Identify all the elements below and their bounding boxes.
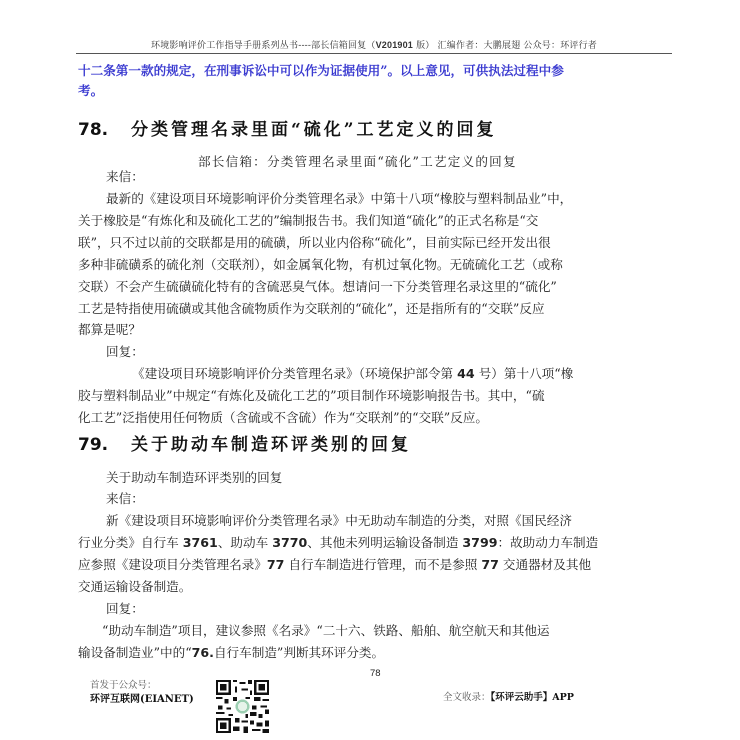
text-segment: 、助动车 — [217, 535, 273, 550]
text-segment-number: 77 — [481, 557, 499, 572]
paragraph-line: 胶与塑料制品业”中规定“有炼化及硫化工艺的”项目制作环境影响报告书。其中，“硫 — [78, 388, 545, 403]
text-segment-number: 3770 — [272, 535, 308, 550]
text-segment: 《建设项目环境影响评价分类管理名录》（环境保护部令第 — [132, 366, 458, 381]
section-number: 78. — [78, 120, 109, 140]
section-number: 79. — [78, 435, 109, 455]
page-number: 78 — [370, 668, 381, 679]
paragraph-line: 交通运输设备制造。 — [78, 579, 192, 594]
reply-label: 回复： — [106, 344, 144, 359]
paragraph-line: 联”，只不过以前的交联都是用的硫磺，所以业内俗称“硫化”，目前实际已经开发出很 — [78, 235, 551, 250]
paragraph-line: “助动车制造”项目，建议参照《名录》“二十六、铁路、船舶、航空航天和其他运 — [102, 623, 550, 638]
paragraph-line — [78, 555, 678, 575]
reply-label: 回复： — [106, 601, 144, 616]
paragraph-line: 工艺是特指使用硫磺或其他含硫物质作为交联剂的“硫化”，还是指所有的“交联”反应 — [78, 301, 545, 316]
text-segment-number: 3799 — [462, 535, 498, 550]
paragraph-line: 最新的《建设项目环境影响评价分类管理名录》中第十八项“橡胶与塑料制品业”中， — [106, 191, 573, 206]
letter-label: 来信： — [106, 169, 144, 184]
text-segment: 自行车制造”判断其环评分类。 — [213, 645, 385, 660]
header-version: V201901 — [375, 40, 414, 50]
paragraph-line — [78, 643, 678, 663]
qr-code-icon — [216, 680, 269, 733]
section-heading-79 — [78, 430, 411, 455]
section-title: 关于助动车制造环评类别的回复 — [131, 435, 411, 455]
section-title: 分类管理名录里面“硫化”工艺定义的回复 — [131, 120, 497, 140]
section-subtitle: 部长信箱：分类管理名录里面“硫化”工艺定义的回复 — [198, 154, 517, 169]
section-heading-78 — [78, 115, 497, 140]
text-segment: ：故助动力车制造 — [497, 535, 599, 550]
paragraph-line: 化工艺”泛指使用任何物质（含硫或不含硫）作为“交联剂”的“交联”反应。 — [78, 410, 489, 425]
paragraph-line: 交联）不会产生硫磺硫化特有的含硫恶臭气体。想请问一下分类管理名录这里的“硫化” — [78, 279, 557, 294]
text-segment: 自行车制造进行管理，而不是参照 — [284, 557, 482, 572]
text-segment-number: 77 — [266, 557, 285, 572]
header-rule — [76, 53, 672, 54]
running-header — [76, 38, 672, 51]
paragraph-line: 新《建设项目环境影响评价分类管理名录》中无助动车制造的分类，对照《国民经济 — [106, 513, 572, 528]
paragraph-line: 多种非硫磺系的硫化剂（交联剂），如金属氧化物，有机过氧化物。无硫硫化工艺（或称 — [78, 257, 563, 272]
text-segment: 应参照《建设项目分类管理名录》 — [78, 557, 267, 572]
text-segment: 号）第十八项“橡 — [474, 366, 574, 381]
collection-label: 全文收录： — [443, 692, 491, 703]
app-name: 【环评云助手】APP — [490, 692, 574, 703]
header-text: 环境影响评价工作指导手册系列丛书----部长信箱回复（ — [151, 41, 376, 51]
letter-label: 来信： — [106, 491, 144, 506]
collection-note — [443, 689, 574, 703]
text-segment-number: 44 — [457, 366, 475, 381]
first-published-label: 首发于公众号： — [90, 680, 157, 691]
section-subtitle: 关于助动车制造环评类别的回复 — [106, 470, 283, 485]
text-segment: 、其他未列明运输设备制造 — [307, 535, 463, 550]
continuation-line: 考。 — [78, 83, 104, 98]
paragraph-line: 关于橡胶是“有炼化和及硫化工艺的”编制报告书。我们知道“硫化”的正式名称是“交 — [78, 213, 539, 228]
paragraph-line — [132, 364, 732, 384]
header-text-after: 版） 汇编作者：大鹏展翅 公众号：环评行者 — [413, 41, 597, 51]
text-segment-number: 3761 — [182, 535, 218, 550]
text-segment-number: 76. — [191, 645, 214, 660]
text-segment: 行业分类》自行车 — [78, 535, 183, 550]
text-segment: 输设备制造业”中的“ — [78, 645, 192, 660]
paragraph-line: 都算是呢？ — [78, 322, 141, 337]
paragraph-line — [78, 533, 678, 553]
text-segment: 交通器材及其他 — [498, 557, 592, 572]
continuation-line: 十二条第一款的规定，在刑事诉讼中可以作为证据使用”。以上意见，可供执法过程中参 — [78, 63, 564, 78]
account-name: 环评互联网(EIANET) — [90, 694, 194, 705]
